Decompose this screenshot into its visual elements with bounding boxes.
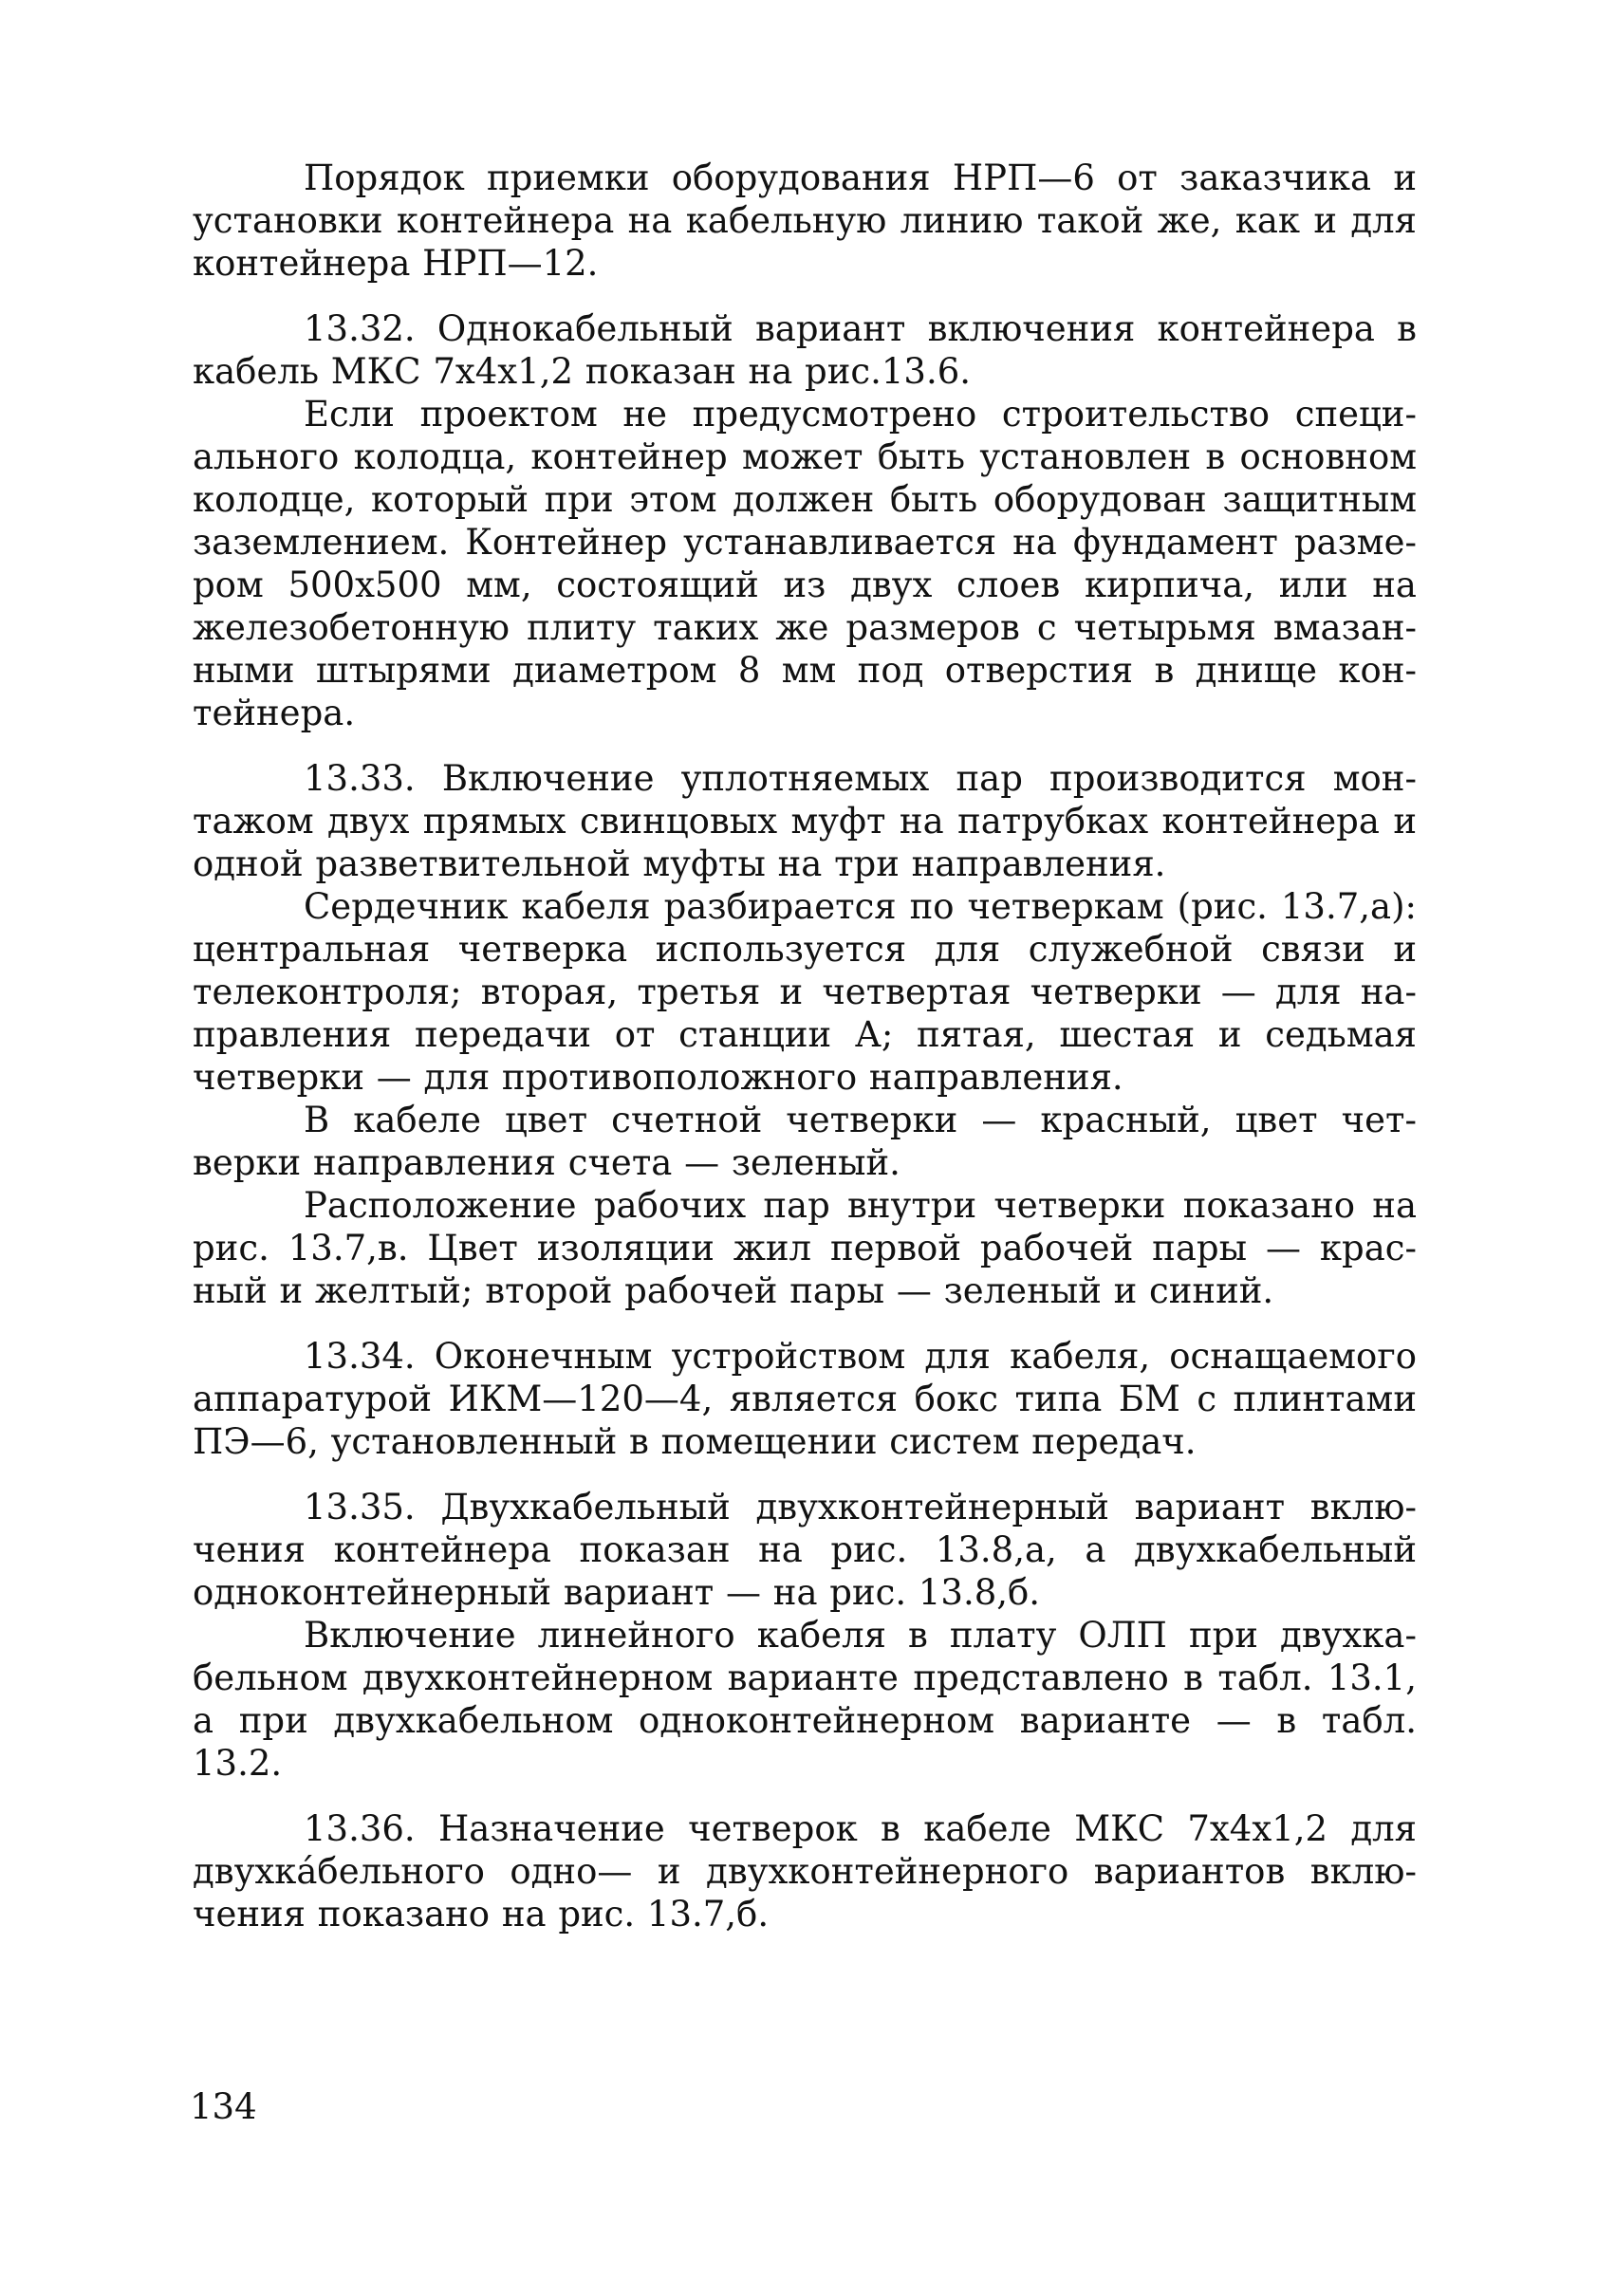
paragraph-13-33: 13.33. Включение уплотняемых пар производится монтажом двух прямых свинцовых муфт на патрубках контейнера и одной разветвительной муфты на три направления. <box>193 758 1417 884</box>
body-text <box>193 157 1417 1935</box>
paragraph-quad-colors: В кабеле цвет счетной четверки — красный, цвет четверки направления счета — зеленый. <box>193 1100 1417 1183</box>
paragraph-cable-core: Сердечник кабеля разбирается по четверкам (рис. 13.7,а): центральная четверка используется для служебной связи и телеконтроля; вторая, третья и четвертая четверки — для направления передачи от станции А; пятая, шестая и седьмая четверки — для противоположного направления. <box>193 886 1417 1098</box>
paragraph-pair-layout: Расположение рабочих пар внутри четверки показано на рис. 13.7,в. Цвет изоляции жил первой рабочей пары — красный и желтый; второй рабочей пары — зеленый и синий. <box>193 1185 1417 1311</box>
paragraph-13-35: 13.35. Двухкабельный двухконтейнерный вариант включения контейнера показан на рис. 13.8,а, а двухкабельный одноконтейнерный вариант — на рис. 13.8,б. <box>193 1487 1417 1613</box>
paragraph-olp-board: Включение линейного кабеля в плату ОЛП при двухкабельном двухконтейнерном варианте представлено в табл. 13.1, а при двухкабельном одноконтейнерном варианте — в табл. 13.2. <box>193 1615 1417 1784</box>
paragraph-13-32: 13.32. Однокабельный вариант включения контейнера в кабель МКС 7х4х1,2 показан на рис.13.6. <box>193 308 1417 392</box>
paragraph-manhole: Если проектом не предусмотрено строительство специального колодца, контейнер может быть установлен в основном колодце, который при этом должен быть оборудован защитным заземлением. Контейнер устанавливается на фундамент размером 500х500 мм, состоящий из двух слоев кирпича, или на железобетонную плиту таких же размеров с четырьмя вмазанными штырями диаметром 8 мм под отверстия в днище контейнера. <box>193 394 1417 733</box>
page-number: 134 <box>190 2086 257 2127</box>
paragraph-container-acceptance: Порядок приемки оборудования НРП—6 от заказчика и установки контейнера на кабельную линию такой же, как и для контейнера НРП—12. <box>193 157 1417 284</box>
paragraph-13-36: 13.36. Назначение четверок в кабеле МКС 7х4х1,2 для двухкáбельного одно— и двухконтейнерного вариантов включения показано на рис. 13.7,б. <box>193 1808 1417 1935</box>
paragraph-13-34: 13.34. Оконечным устройством для кабеля, оснащаемого аппаратурой ИКМ—120—4, является бокс типа БМ с плинтами ПЭ—6, установленный в помещении систем передач. <box>193 1336 1417 1462</box>
